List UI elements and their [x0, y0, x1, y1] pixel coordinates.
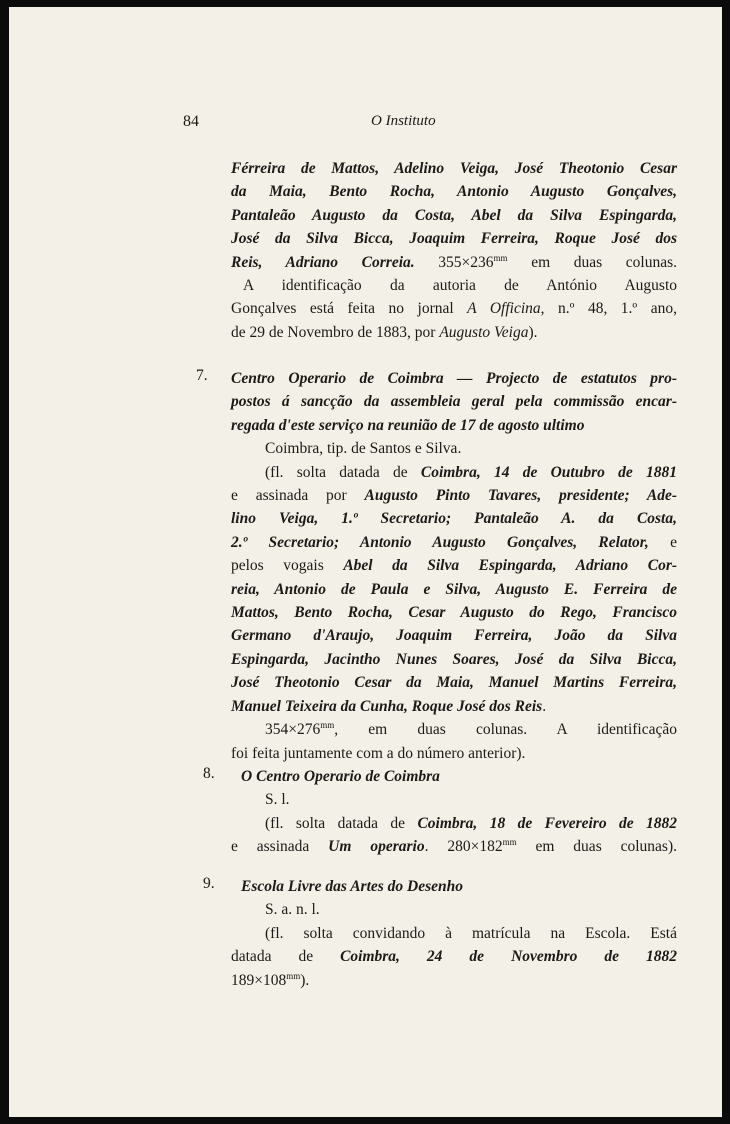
entry-title: Escola Livre das Artes do Desenho: [241, 878, 464, 895]
signatory: Um operario: [328, 838, 425, 856]
running-title: O Instituto: [371, 113, 436, 129]
text-line: da Maia, Bento Rocha, Antonio Augusto Gonçalves,: [231, 183, 677, 201]
text-line: [231, 969, 677, 992]
text-line: [231, 812, 677, 835]
dimensions: . 280×182: [424, 838, 503, 856]
entry-number: 8.: [203, 765, 215, 782]
text-fragment: Gonçalves está feita no jornal: [231, 300, 454, 318]
imprint: S. l.: [265, 791, 290, 809]
text-line: [231, 695, 677, 718]
entry-number: 9.: [203, 875, 215, 892]
text-line: lino Veiga, 1.º Secretario; Pantaleão A. da Costa,: [231, 510, 677, 528]
columns-note: em duas colunas.: [531, 253, 678, 271]
dimensions: 189×108: [231, 971, 287, 989]
text-fragment: e assinada por: [231, 487, 347, 505]
entry-title-line: postos á sancção da assembleia geral pela commissão encar-: [231, 393, 677, 411]
author-name: Augusto Veiga: [439, 323, 529, 341]
imprint: S. a. n. l.: [265, 901, 320, 919]
text-fragment: pelos vogais: [231, 557, 324, 575]
date-place: Coimbra, 14 de Outubro de 1881: [420, 463, 677, 481]
date-place: Coimbra, 24 de Novembro de 1882: [340, 948, 677, 966]
text-fragment: ).: [300, 971, 310, 989]
text-fragment: de 29 de Novembro de 1883, por: [231, 323, 436, 341]
text-line: [231, 554, 677, 577]
entry-title: O Centro Operario de Coimbra: [241, 768, 440, 785]
dimensions: 355×236: [438, 253, 494, 271]
signatories: Augusto Pinto Tavares, presidente; Ade-: [364, 487, 677, 505]
text-line: José da Silva Bicca, Joaquim Ferreira, Roque José dos: [231, 230, 677, 248]
text-fragment: e: [670, 533, 677, 551]
text-fragment: (fl. solta datada de: [265, 463, 408, 481]
text-line: [231, 321, 677, 344]
text-line: [231, 461, 677, 484]
signatories: Manuel Teixeira da Cunha, Roque José dos Reis: [231, 697, 543, 715]
entry-title-line: regada d'este serviço na reunião de 17 de agosto ultimo: [231, 416, 585, 434]
entry-6-continuation: [231, 157, 677, 344]
unit: mm: [502, 837, 517, 848]
unit: mm: [493, 252, 508, 263]
page-number: 84: [183, 113, 199, 130]
entry-title-line: Centro Operario de Coimbra — Projecto de estatutos pro-: [231, 370, 677, 387]
text-line: (fl. solta convidando à matrícula na Escola. Está: [265, 924, 677, 942]
text-line: Germano d'Araujo, Joaquim Ferreira, João da Silva: [231, 627, 677, 645]
text-fragment: e assinada: [231, 838, 310, 856]
journal-name: A Officina: [467, 300, 541, 318]
text-fragment: (fl. solta datada de: [265, 814, 406, 832]
page-header: [9, 113, 722, 137]
text-fragment: ).: [528, 323, 538, 341]
text-line: [231, 945, 677, 968]
entry-7: [231, 367, 677, 765]
dimensions: 354×276: [265, 721, 321, 739]
text-line: A identificação da autoria de António Augusto: [243, 277, 677, 295]
unit: mm: [320, 719, 335, 730]
book-page: [9, 7, 722, 1117]
authors-end: Reis, Adriano Correia.: [231, 253, 415, 271]
text-line: [231, 297, 677, 320]
signatories: Abel da Silva Espingarda, Adriano Cor-: [343, 557, 678, 575]
text-line: Férreira de Mattos, Adelino Veiga, José Theotonio Cesar: [231, 160, 677, 177]
text-line: Pantaleão Augusto da Costa, Abel da Silva Espingarda,: [231, 206, 677, 224]
entry-9: [231, 875, 677, 992]
text-line: [231, 835, 677, 858]
text-fragment: , em duas colunas. A identificação: [334, 721, 677, 739]
columns-note: em duas colunas).: [535, 838, 677, 856]
text-line: foi feita juntamente com a do número anterior).: [231, 744, 526, 762]
date-place: Coimbra, 18 de Fevereiro de 1882: [417, 814, 677, 832]
text-line: [231, 484, 677, 507]
text-fragment: datada de: [231, 948, 314, 966]
text-line: Espingarda, Jacintho Nunes Soares, José da Silva Bicca,: [231, 650, 677, 668]
signatories: 2.º Secretario; Antonio Augusto Gonçalves, Relator,: [231, 533, 649, 551]
entry-8: [231, 765, 677, 859]
text-line: [231, 718, 677, 741]
text-fragment: .: [542, 697, 547, 715]
text-line: reia, Antonio de Paula e Silva, Augusto E. Ferreira de: [231, 580, 677, 598]
text-line: José Theotonio Cesar da Maia, Manuel Martins Ferreira,: [231, 674, 677, 692]
text-line: [231, 531, 677, 554]
text-fragment: , n.º 48, 1.º ano,: [540, 300, 677, 318]
text-line: [231, 251, 677, 274]
text-line: Mattos, Bento Rocha, Cesar Augusto do Rego, Francisco: [231, 604, 677, 622]
unit: mm: [286, 970, 301, 981]
entry-number: 7.: [196, 367, 208, 384]
imprint: Coimbra, tip. de Santos e Silva.: [265, 440, 462, 458]
